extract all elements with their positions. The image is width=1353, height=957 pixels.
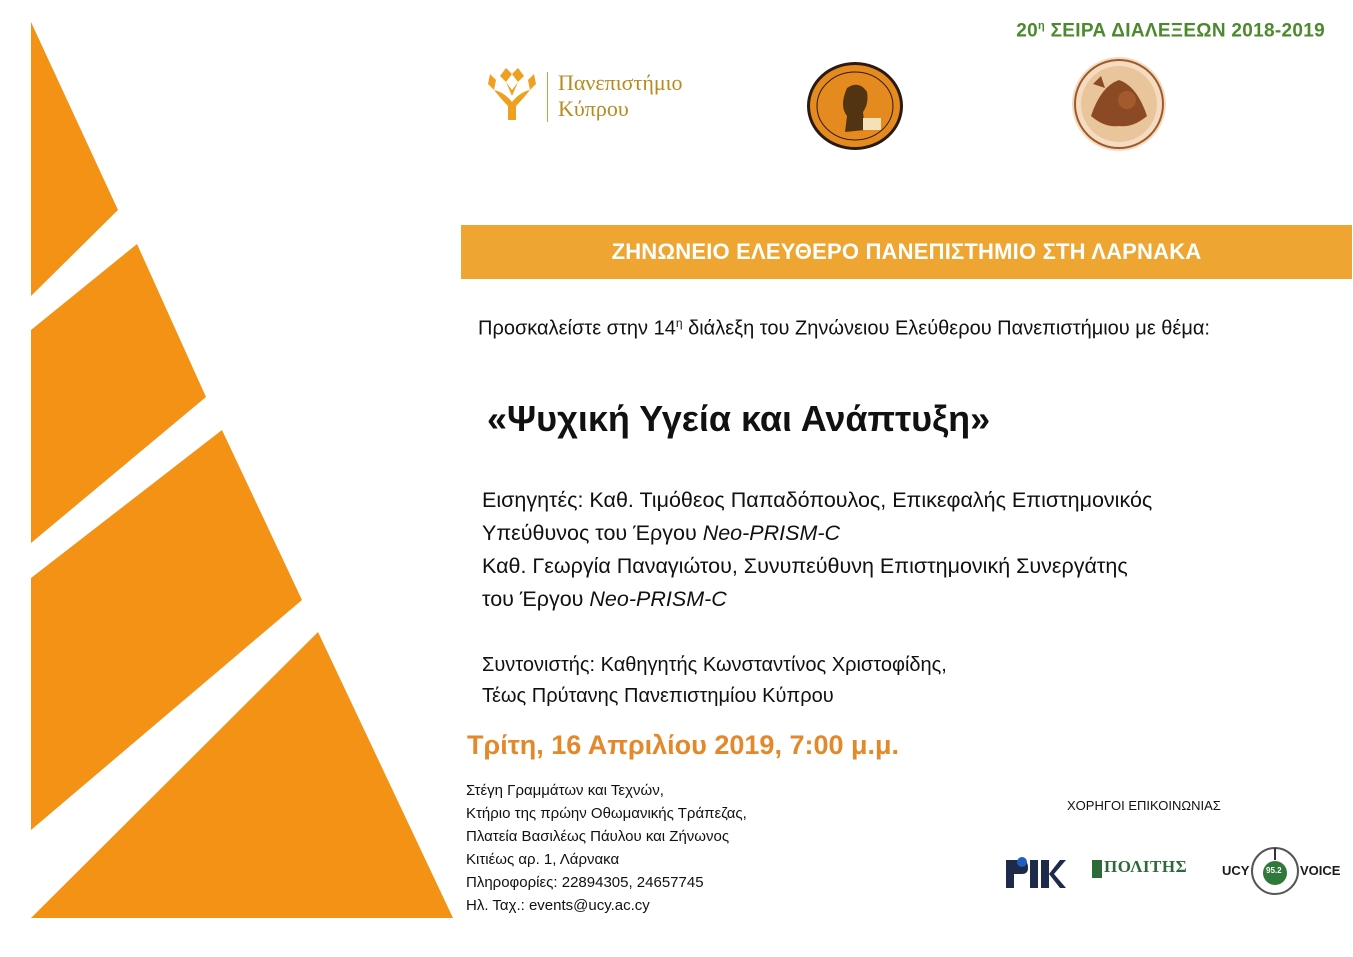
zenon-seal-icon — [1071, 56, 1167, 152]
orange-band-1 — [31, 22, 118, 296]
politis-logo-icon — [1090, 858, 1104, 880]
politis-logo-text: ΠΟΛΙΤΗΣ — [1104, 857, 1188, 876]
university-name — [558, 70, 683, 122]
tree-icon — [486, 66, 538, 124]
series-number: 20 — [1016, 20, 1038, 42]
venue-info — [466, 779, 747, 917]
project-name-2: Neo-PRISM-C — [589, 587, 727, 611]
university-of-cyprus-logo — [486, 66, 726, 126]
university-banner: ΖΗΝΩΝΕΙΟ ΕΛΕΥΘΕΡΟ ΠΑΝΕΠΙΣΤΗΜΙΟ ΣΤΗ ΛΑΡΝΑΚΑ — [461, 225, 1352, 279]
politis-logo — [1090, 856, 1200, 882]
speaker-line4-prefix: του Έργου — [482, 587, 590, 611]
university-name-line1: Πανεπιστήμιο — [558, 70, 683, 95]
coordinator-line2: Τέως Πρύτανης Πανεπιστημίου Κύπρου — [482, 685, 834, 707]
decorative-orange-triangles — [0, 0, 470, 957]
venue-phone: Πληροφορίες: 22894305, 24657745 — [466, 874, 704, 891]
coordinator-block — [482, 650, 1282, 712]
sponsors-label: ΧΟΡΗΓΟΙ ΕΠΙΚΟΙΝΩΝΙΑΣ — [1067, 798, 1221, 813]
venue-email: Ηλ. Ταχ.: events@ucy.ac.cy — [466, 897, 650, 914]
venue-line: Κιτιέως αρ. 1, Λάρνακα — [466, 851, 620, 868]
rik-logo-icon — [1006, 856, 1066, 890]
rik-logo — [1006, 856, 1066, 890]
speaker-line3: Καθ. Γεωργία Παναγιώτου, Συνυπεύθυνη Επιστημονική Συνεργάτης — [482, 554, 1128, 578]
municipality-larnaca-seal-icon — [805, 60, 905, 152]
logo-separator — [547, 72, 548, 122]
invitation-part1: Προσκαλείστε στην 14 — [478, 317, 676, 340]
lecture-title: «Ψυχική Υγεία και Ανάπτυξη» — [487, 398, 991, 439]
series-superscript: η — [1037, 20, 1045, 32]
project-name-1: Neo-PRISM-C — [702, 521, 841, 545]
venue-line: Πλατεία Βασιλέως Πάυλου και Ζήνωνος — [466, 828, 730, 845]
speaker-line2 — [482, 517, 1282, 550]
coordinator-line1: Συντονιστής: Καθηγητής Κωνσταντίνος Χριστοφίδης, — [482, 654, 947, 676]
lecture-series-heading — [1016, 20, 1325, 42]
zenon-seal — [1071, 56, 1167, 152]
ucy-voice-right: VOICE — [1300, 863, 1341, 878]
series-text: ΣΕΙΡΑ ΔΙΑΛΕΞΕΩΝ 2018-2019 — [1045, 20, 1325, 42]
venue-line: Κτήριο της πρώην Οθωμανικής Τράπεζας, — [466, 805, 747, 822]
speaker-line2-prefix: Υπεύθυνος του Έργου — [482, 521, 703, 545]
speaker-line1: Εισηγητές: Καθ. Τιμόθεος Παπαδόπουλος, Επικεφαλής Επιστημονικός — [482, 488, 1153, 512]
municipality-seal — [805, 60, 905, 152]
invitation-superscript: η — [675, 316, 683, 330]
speaker-line4 — [482, 583, 1282, 616]
invitation-text — [478, 309, 1298, 344]
speakers-block — [482, 484, 1282, 616]
ucy-voice-left: UCY — [1222, 863, 1250, 878]
event-date: Τρίτη, 16 Απριλίου 2019, 7:00 μ.μ. — [467, 730, 900, 760]
ucy-voice-logo — [1222, 846, 1341, 896]
invitation-part2: διάλεξη του Ζηνώνειου Ελεύθερου Πανεπιστήμιου με θέμα: — [682, 317, 1210, 340]
venue-line: Στέγη Γραμμάτων και Τεχνών, — [466, 782, 664, 799]
university-name-line2: Κύπρου — [558, 96, 629, 121]
ucy-voice-frequency: 95.2 — [1266, 866, 1282, 875]
